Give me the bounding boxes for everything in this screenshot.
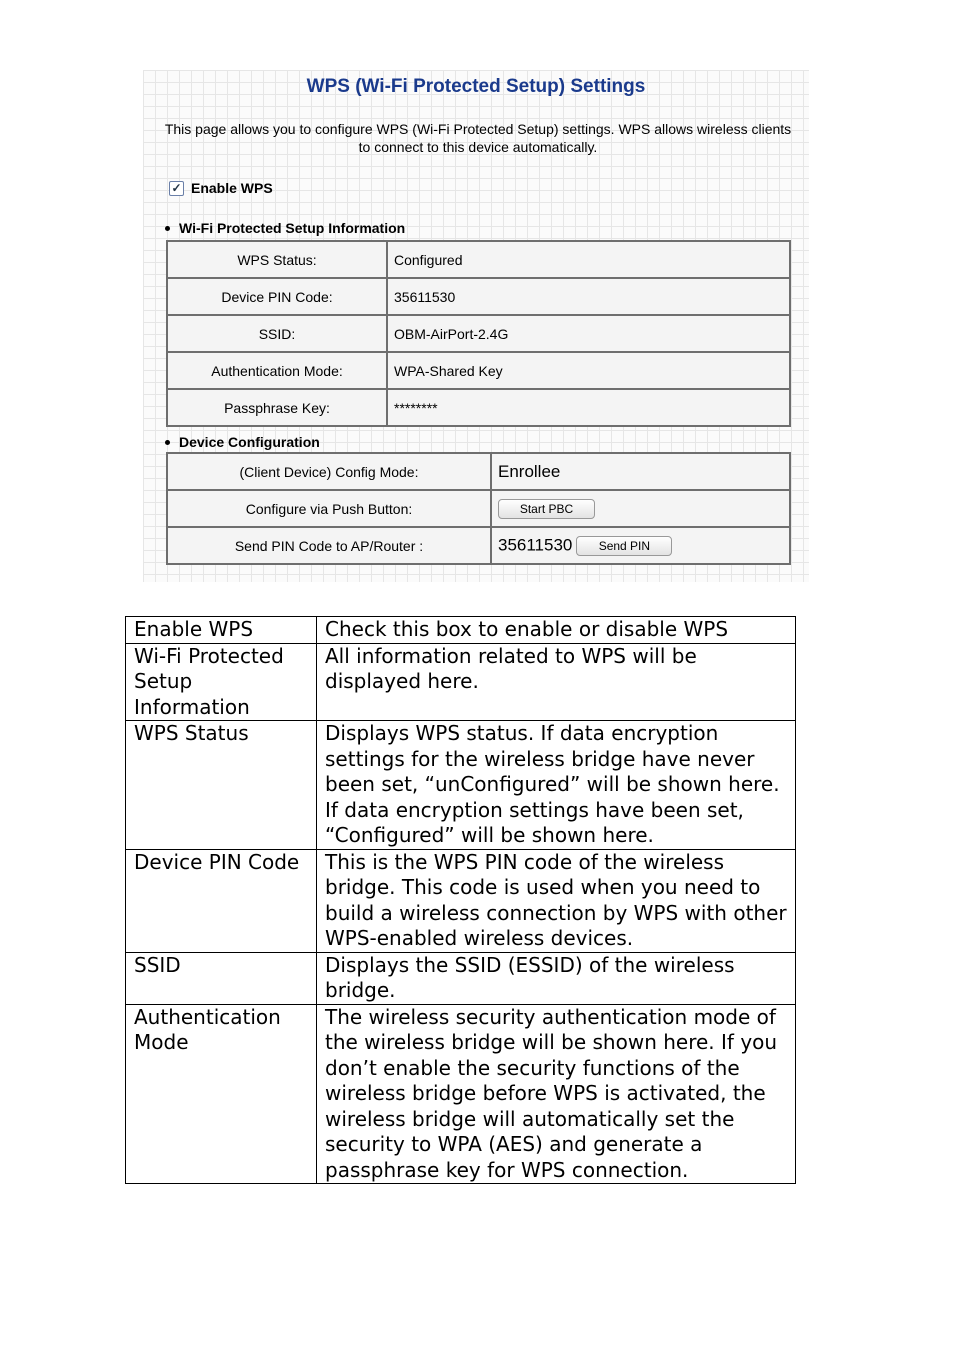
table-row — [167, 527, 790, 564]
table-row — [167, 352, 790, 389]
bullet-icon — [165, 440, 170, 445]
term-cell: Enable WPS — [126, 617, 317, 644]
description-table — [125, 616, 796, 1184]
definition-cell: Check this box to enable or disable WPS — [317, 617, 796, 644]
definition-cell: All information related to WPS will be displayed here. — [317, 643, 796, 721]
wps-settings-screenshot — [143, 70, 809, 582]
enable-wps-label: Enable WPS — [191, 180, 273, 196]
enable-wps-row[interactable] — [169, 180, 273, 196]
bullet-icon — [165, 226, 170, 231]
enable-wps-checkbox[interactable]: ✓ — [169, 181, 184, 196]
page-title: WPS (Wi-Fi Protected Setup) Settings — [306, 76, 646, 97]
push-button-label: Configure via Push Button: — [167, 490, 491, 527]
passphrase-label: Passphrase Key: — [167, 389, 387, 426]
term-cell: WPS Status — [126, 721, 317, 850]
push-button-cell — [491, 490, 790, 527]
table-row — [126, 721, 796, 850]
device-section-label: Device Configuration — [179, 434, 320, 450]
term-cell: Device PIN Code — [126, 849, 317, 952]
info-section-label: Wi-Fi Protected Setup Information — [179, 220, 406, 236]
start-pbc-button[interactable]: Start PBC — [498, 499, 595, 519]
device-pin-label: Device PIN Code: — [167, 278, 387, 315]
send-pin-cell — [491, 527, 790, 564]
send-pin-value: 35611530 — [498, 535, 573, 555]
config-mode-label: (Client Device) Config Mode: — [167, 453, 491, 490]
wps-status-value: Configured — [387, 241, 790, 278]
table-row — [167, 490, 790, 527]
ssid-label: SSID: — [167, 315, 387, 352]
send-pin-button[interactable]: Send PIN — [576, 536, 672, 556]
table-row — [167, 389, 790, 426]
passphrase-value: ******** — [387, 389, 790, 426]
wps-status-label: WPS Status: — [167, 241, 387, 278]
table-row — [126, 952, 796, 1004]
device-section-heading — [165, 434, 320, 450]
page-description: This page allows you to configure WPS (Wi-Fi Protected Setup) settings. WPS allows wireless clients to connect to this device automatically. — [164, 121, 792, 155]
wps-info-table — [166, 240, 791, 427]
table-row — [126, 643, 796, 721]
table-row — [126, 617, 796, 644]
table-row — [167, 241, 790, 278]
definition-cell: The wireless security authentication mode of the wireless bridge will be shown here. If you don’t enable the security functions of the wireless bridge before WPS is activated, the wireless bridge will automatically set the security to WPA (AES) and generate a passphrase key for WPS connection. — [317, 1004, 796, 1184]
table-row — [167, 278, 790, 315]
definition-cell: Displays WPS status. If data encryption settings for the wireless bridge have never been set, “unConfigured” will be shown here. If data encryption settings have been set, “Configured” will be shown here. — [317, 721, 796, 850]
definition-cell: This is the WPS PIN code of the wireless bridge. This code is used when you need to build a wireless connection by WPS with other WPS-enabled wireless devices. — [317, 849, 796, 952]
info-section-heading — [165, 220, 405, 236]
term-cell: SSID — [126, 952, 317, 1004]
term-cell: Authentication Mode — [126, 1004, 317, 1184]
definition-cell: Displays the SSID (ESSID) of the wireless bridge. — [317, 952, 796, 1004]
table-row — [126, 849, 796, 952]
table-row — [167, 453, 790, 490]
device-pin-value: 35611530 — [387, 278, 790, 315]
config-mode-value: Enrollee — [491, 453, 790, 490]
table-row — [167, 315, 790, 352]
device-config-table — [166, 452, 791, 565]
table-row — [126, 1004, 796, 1184]
auth-mode-label: Authentication Mode: — [167, 352, 387, 389]
term-cell: Wi-Fi Protected Setup Information — [126, 643, 317, 721]
ssid-value: OBM-AirPort-2.4G — [387, 315, 790, 352]
send-pin-label: Send PIN Code to AP/Router : — [167, 527, 491, 564]
auth-mode-value: WPA-Shared Key — [387, 352, 790, 389]
